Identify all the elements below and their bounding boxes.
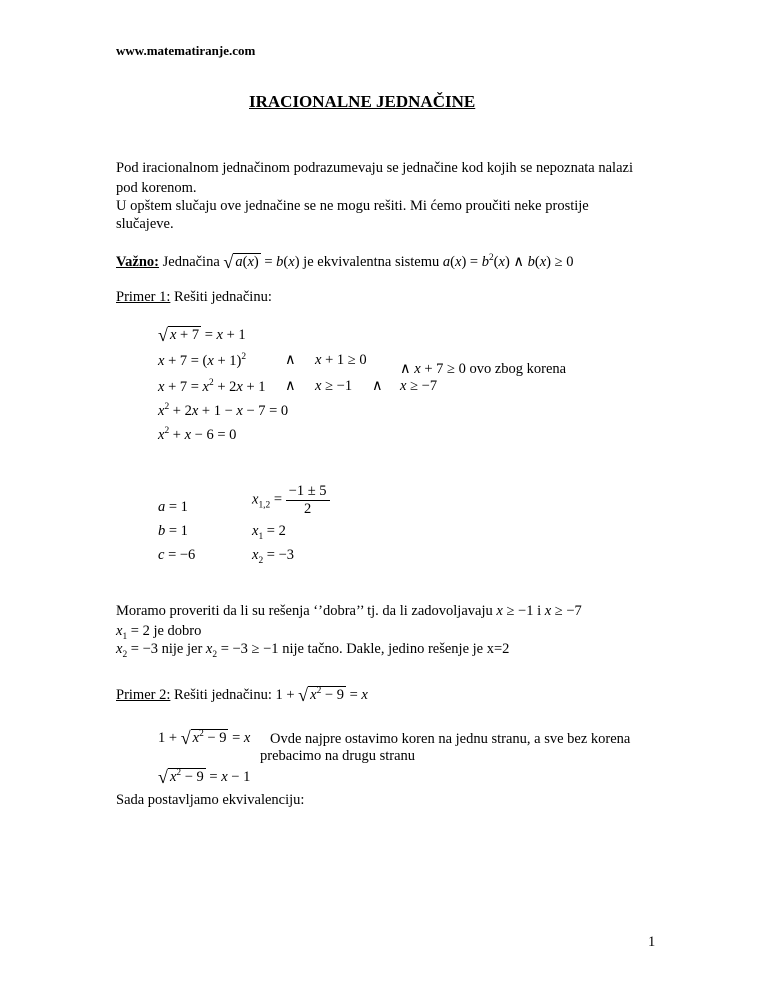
p2-note-1: Ovde najpre ostavimo koren na jednu stranu, a sve bez korena [270,731,631,747]
intro-line-2: pod korenom. [116,180,197,196]
p2-eq-2: √ $x^2 - 9 = x - 1$ [158,767,251,787]
check-text: Moramo proveriti da li su rešenja ‘’dobra’’ tj. da li zadovoljavaju [116,603,493,619]
check-x2-text-2: nije tačno. Dakle, jedino rešenje je x=2 [282,641,510,657]
vazno-text-1: Jednačina [162,254,220,270]
coef-a: a = 1 [158,499,188,515]
p2-eq-1: 1 + √ $x^2 - 9 = x$ [158,728,251,748]
vazno-text-2: je ekvivalentna sistemu [303,254,440,270]
eq-2: $x + 7 = (x + 1)^2$ [158,352,247,369]
vazno-label: Važno: [116,254,159,270]
intro-line-4: slučajeve. [116,216,174,232]
site-header: www.matematiranje.com [116,43,256,58]
primer1-note: ovo zbog korena [469,361,567,377]
eq-3: $x + 7 = x^2 + 2x + 1$ [158,378,266,395]
and-symbol-3: ∧ [372,378,383,394]
and-symbol-1: ∧ [285,352,296,368]
check-line-1: Moramo proveriti da li su rešenja ‘’dobra’’ tj. da li zadovoljavaju x ≥ −1 i x ≥ −7 [116,603,582,619]
page-title: IRACIONALNE JEDNAČINE [249,92,476,111]
check-and: i [537,603,542,619]
check-line-3: $x_2 = -3$ nije jer $x_2 = -3 \ge -1$ nije tačno. Dakle, jedino rešenje je x=2 [116,641,510,660]
intro-line-3: U opštem slučaju ove jednačine se ne mogu rešiti. Mi ćemo proučiti neke prostije [116,198,589,214]
root-formula: $x_{1,2}$ = $\frac{-1 \pm 5}{2}$ [252,483,330,517]
primer1-row [116,289,272,306]
check-x1-text: je dobro [153,623,202,639]
cond-2: x ≥ −1 [315,378,353,394]
coef-b: b = 1 [158,523,188,539]
primer2-text: Rešiti jednačinu: [174,687,272,703]
vazno-formula-2: $a(x) = b^2(x)$ ∧ b(x) ≥ 0 [442,253,574,270]
p2-note-2: prebacimo na drugu stranu [260,748,416,764]
primer1-text: Rešiti jednačinu: [174,289,272,305]
check-x2-text-1: nije jer [161,641,203,657]
primer2-label: Primer 2: [116,687,171,703]
vazno-row: Važno: Jednačina √ a(x) = b(x) je ekvivalentna sistemu $a(x) = b^2(x)$ ∧ b(x) ≥ 0 [116,252,574,272]
coef-c: c = −6 [158,547,196,563]
eq-4: $x^2 + 2x + 1 - x - 7 = 0$ [158,402,289,419]
vazno-formula-1: √ a(x) [223,252,259,272]
eq-1: √ x + 7 = x + 1 [158,325,246,345]
and-symbol-2: ∧ [285,378,296,394]
intro-line-1: Pod iracionalnom jednačinom podrazumevaju se jednačine kod kojih se nepoznata nalazi [116,160,633,176]
check-line-2: $x_1 = 2$ je dobro [116,623,202,642]
eq-5: $x^2 + x - 6 = 0$ [158,426,237,443]
page-number: 1 [648,934,656,950]
primer2-row: Primer 2: Rešiti jednačinu: 1 + √ $x^2 - 9 = x$ [116,685,368,705]
cond-3: x ≥ −7 [400,378,438,394]
root-x2: $x_2 = -3$ [252,547,294,566]
p2-closing: Sada postavljamo ekvivalenciju: [116,792,305,808]
primer1-label: Primer 1: [116,289,171,305]
root-x1: $x_1 = 2$ [252,523,286,542]
cond-1: x + 1 ≥ 0 [315,352,367,368]
cond-root: ∧ x + 7 ≥ 0 ovo zbog korena [400,361,567,377]
